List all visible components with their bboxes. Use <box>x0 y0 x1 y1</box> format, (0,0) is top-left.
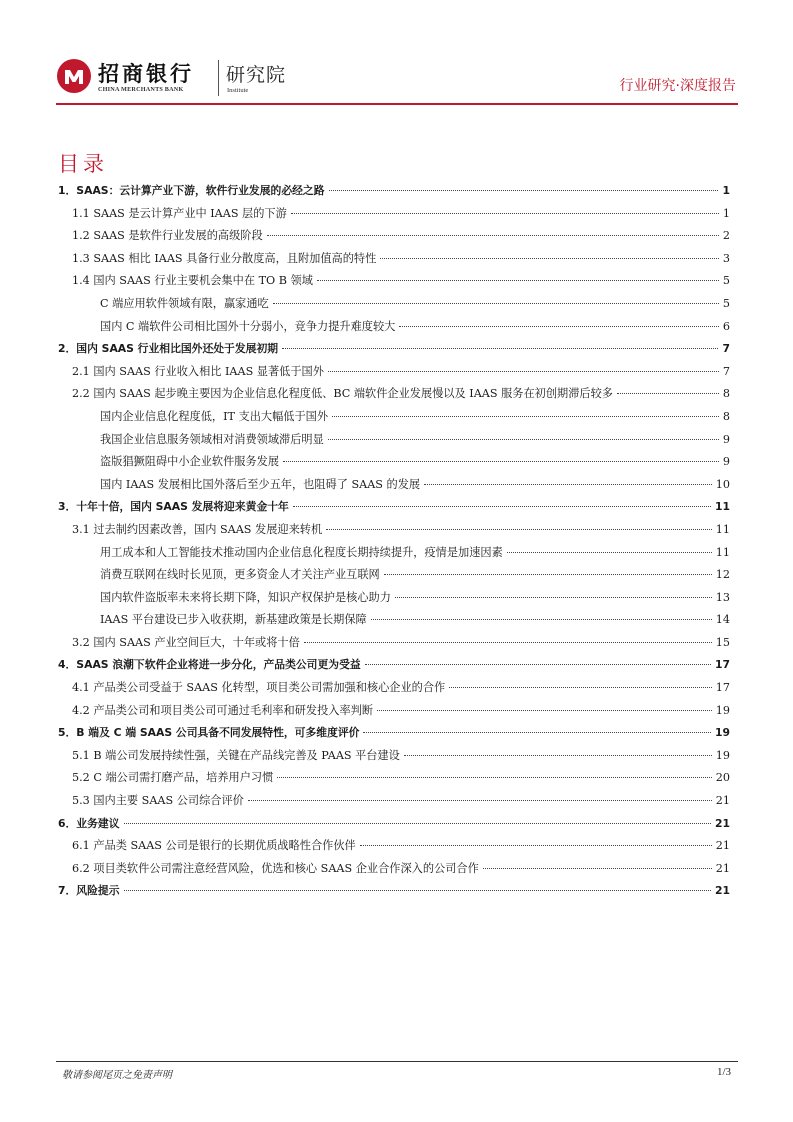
toc-dot-leader <box>326 529 712 530</box>
toc-entry-label: 1.2 SAAS 是软件行业发展的高级阶段 <box>72 229 263 243</box>
toc-entry[interactable] <box>58 383 730 406</box>
toc-entry-page: 11 <box>715 522 730 536</box>
toc-dot-leader <box>399 326 719 327</box>
toc-entry-page: 11 <box>714 500 730 514</box>
toc-dot-leader <box>363 732 711 733</box>
toc-entry-page: 1 <box>722 206 730 220</box>
toc-entry-page: 10 <box>715 477 730 491</box>
toc-dot-leader <box>277 777 711 778</box>
toc-dot-leader <box>267 235 719 236</box>
toc-entry[interactable] <box>58 496 730 519</box>
toc-entry-label: 4.1 产品类公司受益于 SAAS 化转型，项目类公司需加强和核心企业的合作 <box>72 681 446 695</box>
toc-dot-leader <box>507 552 712 553</box>
toc-dot-leader <box>283 461 719 462</box>
toc-entry[interactable] <box>58 564 730 587</box>
toc-dot-leader <box>124 823 711 824</box>
toc-entry[interactable] <box>58 745 730 768</box>
toc-entry-label: 4．SAAS 浪潮下软件企业将进一步分化，产品类公司更为受益 <box>58 658 361 672</box>
toc-entry-label: 3．十年十倍，国内 SAAS 发展将迎来黄金十年 <box>58 500 289 514</box>
toc-entry-label: 盗版猖獗阻碍中小企业软件服务发展 <box>100 455 280 469</box>
toc-dot-leader <box>377 710 712 711</box>
toc-entry-label: 3.1 过去制约因素改善，国内 SAAS 发展迎来转机 <box>72 522 323 536</box>
toc-entry-label: IAAS 平台建设已步入收获期，新基建政策是长期保障 <box>100 613 367 627</box>
toc-entry-page: 21 <box>714 816 730 830</box>
toc-entry-label: 6.1 产品类 SAAS 公司是银行的长期优质战略性合作伙伴 <box>72 839 356 853</box>
toc-entry-label: 1.3 SAAS 相比 IAAS 具备行业分散度高，且附加值高的特性 <box>72 251 377 265</box>
toc-entry-label: 1.4 国内 SAAS 行业主要机会集中在 TO B 领域 <box>72 274 313 288</box>
institute-name-en: Institute <box>227 87 249 94</box>
toc-entry-page: 21 <box>715 794 730 808</box>
toc-entry-label: 5．B 端及 C 端 SAAS 公司具备不同发展特性，可多维度评价 <box>58 726 360 740</box>
footer-rule <box>56 1061 738 1062</box>
header-rule <box>56 103 738 105</box>
toc-entry-page: 12 <box>715 568 730 582</box>
toc-entry-label: 4.2 产品类公司和项目类公司可通过毛利率和研发投入率判断 <box>72 703 374 717</box>
toc-entry[interactable] <box>58 632 730 655</box>
toc-entry-label: 国内 C 端软件公司相比国外十分弱小，竞争力提升难度较大 <box>100 319 396 333</box>
toc-entry-label: 6．业务建议 <box>58 816 120 830</box>
toc-dot-leader <box>282 348 718 349</box>
toc-entry-label: 5.2 C 端公司需打磨产品，培养用户习惯 <box>72 771 274 785</box>
toc-entry[interactable] <box>58 813 730 836</box>
toc-dot-leader <box>328 371 719 372</box>
toc-dot-leader <box>404 755 712 756</box>
toc-entry[interactable] <box>58 293 730 316</box>
toc-entry-label: 消费互联网在线时长见顶，更多资金人才关注产业互联网 <box>100 568 380 582</box>
toc-entry-page: 21 <box>714 884 730 898</box>
toc-dot-leader <box>360 845 712 846</box>
toc-dot-leader <box>449 687 712 688</box>
toc-entry-page: 13 <box>715 590 730 604</box>
toc-entry-label: 国内企业信息化程度低，IT 支出大幅低于国外 <box>100 409 329 423</box>
toc-entry-label: 国内软件盗版率未来将长期下降，知识产权保护是核心助力 <box>100 590 391 604</box>
toc-entry-page: 2 <box>722 229 730 243</box>
toc-dot-leader <box>371 619 712 620</box>
institute-name-cn: 研究院 <box>226 64 287 86</box>
toc-entry-label: 3.2 国内 SAAS 产业空间巨大，十年或将十倍 <box>72 635 300 649</box>
footer-disclaimer: 敬请参阅尾页之免责声明 <box>62 1070 172 1081</box>
toc-dot-leader <box>248 800 712 801</box>
toc-entry-page: 17 <box>715 681 730 695</box>
toc-entry-label: 2.1 国内 SAAS 行业收入相比 IAAS 显著低于国外 <box>72 364 324 378</box>
toc-entry-label: 2．国内 SAAS 行业相比国外还处于发展初期 <box>58 342 279 356</box>
toc-dot-leader <box>332 416 719 417</box>
toc-entry-page: 6 <box>722 319 730 333</box>
logo-divider <box>218 60 219 96</box>
toc-entry-page: 7 <box>722 342 730 356</box>
toc-entry[interactable] <box>58 519 730 542</box>
cmb-logo-icon <box>56 58 92 94</box>
toc-entry-page: 7 <box>722 364 730 378</box>
toc-entry-label: 7．风险提示 <box>58 884 120 898</box>
toc-entry-label: 我国企业信息服务领域相对消费领域滞后明显 <box>100 432 324 446</box>
toc-entry[interactable] <box>58 700 730 723</box>
toc-entry-page: 14 <box>715 613 730 627</box>
toc-entry-page: 8 <box>722 409 730 423</box>
toc-dot-leader <box>291 213 719 214</box>
toc-entry-label: 5.1 B 端公司发展持续性强，关键在产品线完善及 PAAS 平台建设 <box>72 748 400 762</box>
toc-entry[interactable] <box>58 361 730 384</box>
toc-entry-page: 21 <box>715 839 730 853</box>
toc-entry-page: 15 <box>715 635 730 649</box>
toc-entry-page: 9 <box>722 455 730 469</box>
toc-entry[interactable] <box>58 587 730 610</box>
toc-entry[interactable] <box>58 406 730 429</box>
toc-entry[interactable] <box>58 316 730 339</box>
toc-title: 目录 <box>58 152 108 176</box>
toc-entry-page: 20 <box>715 771 730 785</box>
toc-entry-page: 5 <box>722 296 730 310</box>
toc-entry[interactable] <box>58 225 730 248</box>
toc-entry[interactable] <box>58 248 730 271</box>
toc-entry-page: 17 <box>714 658 730 672</box>
toc-entry-label: C 端应用软件领域有限，赢家通吃 <box>100 296 269 310</box>
report-header <box>56 56 738 104</box>
toc-dot-leader <box>329 190 719 191</box>
toc-entry-page: 19 <box>715 703 730 717</box>
toc-entry[interactable] <box>58 880 730 903</box>
bank-name-cn: 招商银行 <box>98 62 194 86</box>
toc-entry[interactable] <box>58 654 730 677</box>
toc-entry-page: 1 <box>722 184 730 197</box>
toc-entry[interactable] <box>58 451 730 474</box>
toc-entry-page: 9 <box>722 432 730 446</box>
toc-dot-leader <box>365 664 711 665</box>
toc-entry[interactable] <box>58 338 730 361</box>
toc-entry-label: 1.1 SAAS 是云计算产业中 IAAS 层的下游 <box>72 206 287 220</box>
table-of-contents <box>58 180 730 903</box>
toc-entry[interactable] <box>58 790 730 813</box>
toc-entry-label: 6.2 项目类软件公司需注意经营风险，优选和核心 SAAS 企业合作深入的公司合作 <box>72 861 479 875</box>
toc-entry-label: 2.2 国内 SAAS 起步晚主要因为企业信息化程度低、BC 端软件企业发展慢以及 IAAS 服务在初创期滞后较多 <box>72 387 613 401</box>
toc-dot-leader <box>380 258 719 259</box>
toc-entry[interactable] <box>58 858 730 881</box>
toc-entry[interactable] <box>58 542 730 565</box>
toc-entry-page: 5 <box>722 274 730 288</box>
toc-entry-page: 8 <box>722 387 730 401</box>
toc-entry-page: 19 <box>715 748 730 762</box>
toc-entry-label: 国内 IAAS 发展相比国外落后至少五年，也阻碍了 SAAS 的发展 <box>100 477 421 491</box>
toc-entry-label: 用工成本和人工智能技术推动国内企业信息化程度长期持续提升，疫情是加速因素 <box>100 545 503 559</box>
toc-entry-page: 11 <box>715 545 730 559</box>
toc-dot-leader <box>273 303 719 304</box>
report-type: 行业研究·深度报告 <box>619 78 736 94</box>
toc-dot-leader <box>483 868 712 869</box>
toc-entry[interactable] <box>58 203 730 226</box>
toc-entry[interactable] <box>58 609 730 632</box>
toc-entry-label: 1．SAAS：云计算产业下游，软件行业发展的必经之路 <box>58 184 325 197</box>
toc-entry-page: 21 <box>715 861 730 875</box>
toc-dot-leader <box>317 280 719 281</box>
toc-entry[interactable] <box>58 722 730 745</box>
toc-entry[interactable] <box>58 180 730 203</box>
toc-dot-leader <box>304 642 712 643</box>
toc-entry[interactable] <box>58 270 730 293</box>
bank-name-en: CHINA MERCHANTS BANK <box>98 86 184 93</box>
toc-dot-leader <box>328 439 719 440</box>
toc-entry[interactable] <box>58 677 730 700</box>
toc-dot-leader <box>395 597 712 598</box>
toc-entry-label: 5.3 国内主要 SAAS 公司综合评价 <box>72 794 244 808</box>
toc-entry[interactable] <box>58 767 730 790</box>
toc-entry[interactable] <box>58 835 730 858</box>
toc-dot-leader <box>293 506 711 507</box>
toc-entry[interactable] <box>58 474 730 497</box>
toc-dot-leader <box>617 393 719 394</box>
toc-entry-page: 19 <box>714 726 730 740</box>
toc-dot-leader <box>124 890 711 891</box>
page-number: 1/3 <box>716 1066 731 1078</box>
toc-dot-leader <box>424 484 712 485</box>
toc-entry[interactable] <box>58 429 730 452</box>
toc-entry-page: 3 <box>722 251 730 265</box>
toc-dot-leader <box>384 574 712 575</box>
